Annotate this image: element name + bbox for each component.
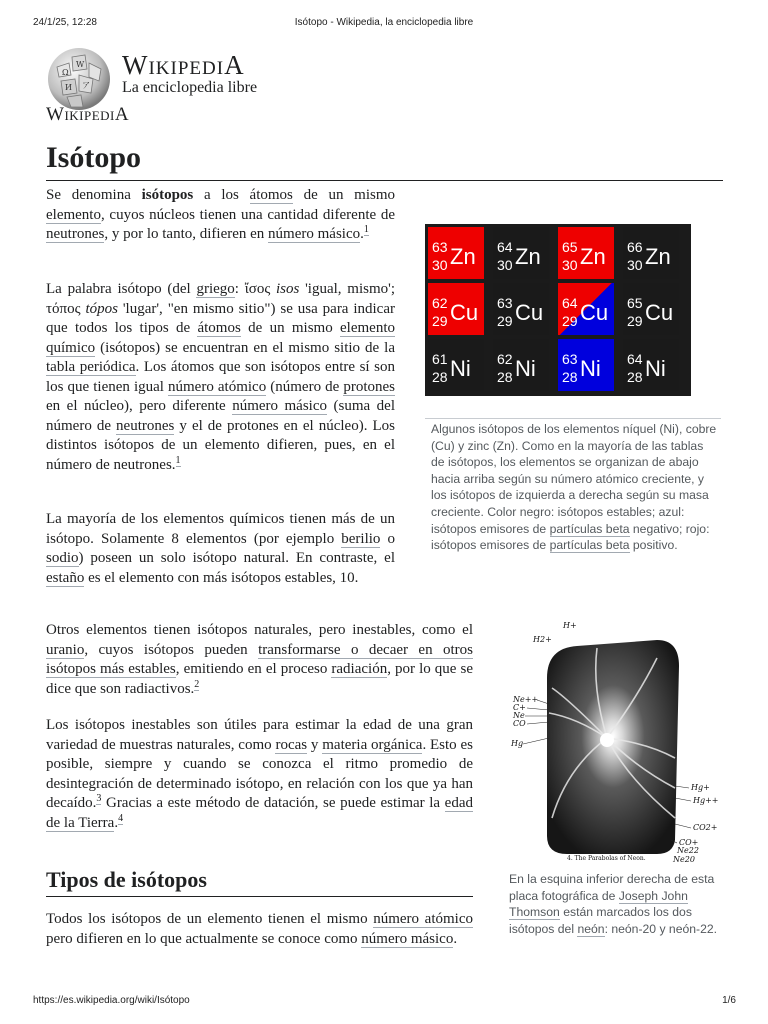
link-numero-masico[interactable]: número másico	[268, 226, 361, 242]
link-radiacion[interactable]: radiación	[331, 661, 388, 677]
plate-label: Hg	[511, 739, 524, 748]
reference-link[interactable]: 1	[175, 454, 181, 466]
link-elemento[interactable]: elemento	[46, 206, 101, 223]
link-atomos[interactable]: átomos	[249, 187, 293, 203]
link-sodio[interactable]: sodio	[46, 550, 79, 566]
link-berilio[interactable]: berilio	[341, 530, 381, 547]
isotope-element-symbol: Ni	[450, 356, 471, 381]
isotope-atomic-number: 28	[562, 369, 578, 385]
link-elemento-quimico[interactable]: elemento químico	[46, 320, 395, 356]
isotope-cell	[428, 283, 484, 335]
isotope-mass-number: 64	[627, 351, 643, 367]
plate-label: Ne	[513, 711, 525, 720]
plate-label: H2+	[533, 635, 552, 644]
link-numero-atomico[interactable]: número atómico	[168, 378, 267, 395]
isotope-cell	[493, 339, 549, 391]
isotope-cell	[623, 339, 679, 391]
link-numero-masico-2[interactable]: número másico	[232, 398, 327, 414]
print-url: https://es.wikipedia.org/wiki/Isótopo	[33, 995, 190, 1006]
isotope-mass-number: 65	[562, 239, 578, 255]
title-rule	[46, 180, 723, 181]
reference-link[interactable]: 2	[194, 678, 200, 690]
isotope-element-symbol: Cu	[645, 300, 674, 325]
svg-text:W: W	[76, 60, 85, 69]
reference-link[interactable]: 4	[118, 812, 124, 824]
paragraph-elements: La mayoría de los elementos químicos tienen más de un isótopo. Solamente 8 elementos (por ejemplo berilio o sodio) poseen un solo isótopo natural. En contraste, el estaño es el elemento con más isótopos estables, 10.	[46, 511, 395, 586]
isotope-table-caption: Algunos isótopos de los elementos níquel (Ni), cobre (Cu) y zinc (Zn). Como en la mayoría de las tablas de isótopos, los elementos se organizan de abajo hacia arriba según su número atómico creciente, y los isótopos de izquierda a derecha según su masa creciente. Color negro: isótopos estables; azul: isótopos emisores de partículas beta negativo; rojo: isótopos emisores de partículas beta positivo.	[431, 422, 717, 553]
link-protones[interactable]: protones	[343, 378, 395, 395]
link-estano[interactable]: estaño	[46, 569, 85, 586]
paragraph-etymology: La palabra isótopo (del griego: ἴσος isos 'igual, mismo'; τόπος tópos 'lugar', "en mismo sitio") se usa para indicar que todos los tipos de átomos de un mismo elemento químico (isótopos) se encuentran en el mismo sitio de la tabla periódica. Los átomos que son isótopos entre sí son los que tienen igual número atómico (número de protones en el núcleo), pero diferente número másico (suma del número de neutrones y el de protones en el núcleo). Los distintos isótopos de un elemento difieren, pues, en el número de neutrones.$^1$	[46, 281, 396, 473]
isotope-cell	[558, 339, 614, 391]
isotope-cell	[558, 227, 614, 279]
isotope-atomic-number: 28	[432, 369, 448, 385]
link-particulas-beta-2[interactable]: partículas beta	[549, 538, 630, 553]
link-neon[interactable]: neón	[577, 921, 605, 936]
reference-link[interactable]: 3	[96, 793, 102, 804]
isotope-atomic-number: 30	[432, 257, 448, 273]
print-datetime: 24/1/25, 12:28	[33, 17, 97, 28]
plate-label: Ne++	[513, 695, 539, 704]
isotope-atomic-number: 30	[627, 257, 643, 273]
isotope-mass-number: 65	[627, 295, 643, 311]
reference-link[interactable]: 1	[363, 224, 369, 235]
paragraph-types: Todos los isótopos de un elemento tienen el mismo número atómico pero difieren en lo que actualmente se conoce como número másico.	[46, 911, 474, 947]
link-particulas-beta[interactable]: partículas beta	[549, 521, 630, 536]
wikipedia-tagline: La enciclopedia libre	[122, 79, 258, 96]
link-joseph-john-thomson[interactable]: Joseph John Thomson	[509, 888, 688, 920]
plate-label: C+	[513, 703, 526, 712]
isotope-mass-number: 63	[562, 351, 578, 367]
section-rule	[46, 896, 473, 897]
link-edad-de-la-tierra[interactable]: edad de la Tierra	[46, 795, 473, 831]
photographic-plate-image[interactable]	[507, 618, 722, 866]
wikipedia-small-wordmark[interactable]: WikipediA	[46, 104, 130, 125]
paragraph-dating: Los isótopos inestables son útiles para estimar la edad de una gran variedad de muestras naturales, como rocas y materia orgánica. Esto es posible, siempre y cuando se conozca el ritmo promedio de desintegración de determinado isótopo, en relación con los que ya han decaído.$^3$ Gracias a este método de datación, se puede estimar la edad de la Tierra.$^4$	[46, 717, 473, 831]
isotope-mass-number: 61	[432, 351, 448, 367]
isotope-element-symbol: Zn	[515, 244, 541, 269]
isotope-atomic-number: 29	[562, 313, 578, 329]
isotope-cell	[623, 283, 679, 335]
link-uranio[interactable]: uranio	[46, 641, 85, 658]
isotope-mass-number: 63	[432, 239, 448, 255]
isotope-mass-number: 62	[432, 295, 448, 311]
isotope-element-symbol: Cu	[450, 300, 479, 325]
plate-label: CO+	[679, 838, 699, 847]
plate-label: Ne20	[673, 855, 695, 864]
paragraph-unstable: Otros elementos tienen isótopos naturales, pero inestables, como el uranio, cuyos isótopos pueden transformarse o decaer en otros isótopos más estables, emitiendo en el proceso radiación, por lo que se dice que son radiactivos.$^2$	[46, 622, 473, 697]
plate-label: Ne22	[677, 846, 699, 855]
link-numero-atomico-2[interactable]: número atómico	[373, 911, 474, 927]
isotope-mass-number: 64	[497, 239, 513, 255]
isotope-mass-number: 62	[497, 351, 513, 367]
isotope-element-symbol: Zn	[450, 244, 476, 269]
isotope-atomic-number: 29	[432, 313, 448, 329]
isotope-mass-number: 64	[562, 295, 578, 311]
isotope-element-symbol: Ni	[580, 356, 601, 381]
isotope-cell	[428, 227, 484, 279]
isotope-element-symbol: Cu	[580, 300, 609, 325]
section-heading: Tipos de isótopos	[46, 867, 207, 892]
isotope-element-symbol: Ni	[645, 356, 666, 381]
isotope-cell	[493, 283, 549, 335]
photo-caption: En la esquina inferior derecha de esta placa fotográfica de Joseph John Thomson están marcados los dos isótopos del neón: neón-20 y neón-22.	[509, 872, 718, 936]
svg-text:ア: ア	[82, 81, 90, 90]
plate-label: CO	[513, 719, 526, 728]
isotope-atomic-number: 28	[497, 369, 513, 385]
print-tab-title: Isótopo - Wikipedia, la enciclopedia libre	[294, 17, 474, 28]
isotope-element-symbol: Zn	[580, 244, 606, 269]
isotope-atomic-number: 29	[497, 313, 513, 329]
plate-label: CO2+	[693, 823, 718, 832]
link-atomos-2[interactable]: átomos	[197, 320, 241, 336]
isotope-element-symbol: Ni	[515, 356, 536, 381]
isotope-mass-number: 66	[627, 239, 643, 255]
plate-label: Hg++	[693, 796, 719, 805]
isotope-element-symbol: Cu	[515, 300, 544, 325]
caption-rule	[425, 418, 721, 419]
isotope-cell	[428, 339, 484, 391]
isotope-cell	[558, 283, 614, 335]
link-rocas[interactable]: rocas	[275, 736, 308, 753]
isotope-cell	[623, 227, 679, 279]
link-tabla-periodica[interactable]: tabla periódica	[46, 359, 136, 375]
isotope-mass-number: 63	[497, 295, 513, 311]
paragraph-intro: Se denomina isótopos a los átomos de un mismo elemento, cuyos núcleos tienen una cantidad diferente de neutrones, y por lo tanto, difieren en número másico.$^1$	[46, 187, 395, 242]
link-neutrones-2[interactable]: neutrones	[116, 417, 175, 434]
isotope-atomic-number: 30	[562, 257, 578, 273]
page-title: Isótopo	[46, 141, 142, 174]
isotope-atomic-number: 29	[627, 313, 643, 329]
link-numero-masico-3[interactable]: número másico	[361, 930, 454, 947]
isotope-cell	[493, 227, 549, 279]
wikipedia-wordmark[interactable]: WikipediA	[122, 50, 245, 80]
isotope-element-symbol: Zn	[645, 244, 671, 269]
isotope-table-image[interactable]	[425, 224, 691, 396]
plate-label: Hg+	[691, 783, 710, 792]
plate-label: H+	[563, 621, 577, 630]
link-materia-organica[interactable]: materia orgánica	[322, 736, 423, 753]
print-page-counter: 1/6	[722, 995, 736, 1006]
isotope-atomic-number: 30	[497, 257, 513, 273]
link-griego[interactable]: griego	[196, 281, 235, 297]
svg-text:Ω: Ω	[62, 68, 69, 77]
svg-text:И: И	[65, 83, 72, 92]
link-neutrones[interactable]: neutrones	[46, 226, 105, 242]
isotope-atomic-number: 28	[627, 369, 643, 385]
link-decaimiento[interactable]: transformarse o decaer en otros isótopos más estables	[46, 641, 473, 677]
plate-caption: 4. The Parabolas of Neon.	[567, 855, 646, 862]
